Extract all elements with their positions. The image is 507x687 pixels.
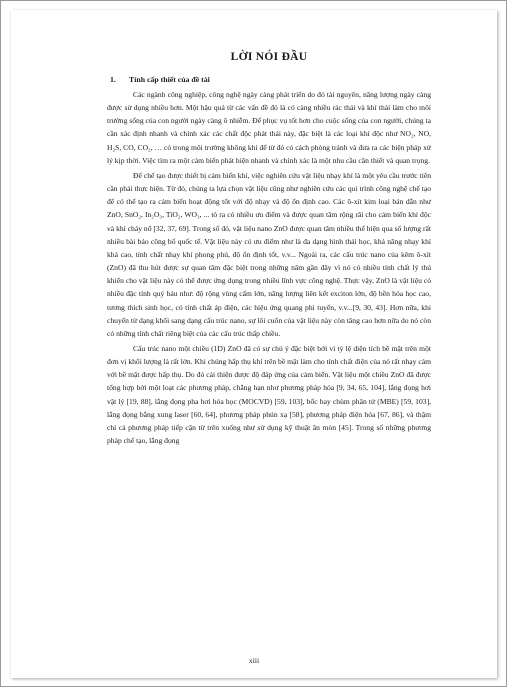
document-page — [11, 10, 497, 678]
paragraph-2: Để chế tạo được thiết bị cảm biến khí, việc nghiên cứu vật liệu nhạy khí là một yêu cầu trước tiên cần phải thực hiện. Từ đó, chúng ta lựa chọn vật liệu cũng như nghiên cứu các qui trình công nghệ chế tạo để có thể tạo ra cảm biến hoạt động tốt với độ nhạy và độ ổn định cao. Các ô-xít kim loại bán dẫn như ZnO, SnO₂, In₂O₃, TiO₂, WO₃, ... tỏ ra có nhiều ưu điểm và được quan tâm rộng rãi cho cảm biến khí độc và khí cháy nổ [32, 37, 69]. Trong số đó, vật liệu nano ZnO được quan tâm nhiều thể hiện qua số lượng rất nhiều bài báo công bố quốc tế. Vật liệu này có ưu điểm như là đa dạng hình thái học, khả năng nhạy khí khá cao, tính chất nhạy khí phong phú, độ ổn định tốt, v.v... Ngoài ra, các cấu trúc nano của kẽm ô-xít (ZnO) đã thu hút được sự quan tâm đặc biệt trong những năm gần đây vì nó có nhiều tính chất lý thú khiến cho vật liệu này có thể được ứng dụng trong nhiều lĩnh vực công nghệ. Thực vậy, ZnO là vật liệu có nhiều đặc tính quý báu như: độ rộng vùng cấm lớn, năng lượng liên kết exciton lớn, độ bền hóa học cao, tương thích sinh học, có tính chất áp điện, các hiệu ứng quang phi tuyến, v.v...[9, 30, 43]. Hơn nữa, khi chuyển từ dạng khối sang dạng cấu trúc nano, sự lôi cuốn của vật liệu này còn tăng cao hơn nữa do nó còn có những tính chất riêng biệt của các cấu trúc thấp chiều. — [107, 170, 431, 338]
paragraph-1: Các ngành công nghiệp, công nghệ ngày càng phát triển do đó tài nguyên, năng lượng ngày càng được sử dụng nhiều hơn. Một hậu quả từ các vấn đề đó là có càng nhiều rác thải và khí thải làm cho môi trường sống của con người ngày càng ô nhiễm. Để phục vụ tốt hơn cho cuộc sống của con người, chúng ta cần xác định nhanh và chính xác các chất độc phát thải này, đặc biệt là các loại khí độc như NO₂, NO, H₂S, CO, CO₂, … có trong môi trường không khí để từ đó có cách phòng tránh và đưa ra các biện pháp xử lý kịp thời. Việc tìm ra một cảm biến phát hiện nhanh và chính xác là một nhu cầu cần thiết và quan trọng. — [107, 90, 431, 165]
section-heading — [107, 73, 431, 86]
section-number: 1. — [110, 75, 116, 84]
page-title: LỜI NÓI ĐẦU — [230, 51, 308, 63]
page-content — [107, 50, 431, 449]
paragraph-3: Cấu trúc nano một chiều (1D) ZnO đã có sự chú ý đặc biệt bởi vì tỷ lệ diện tích bề mặt trên một đơn vị khối lượng là rất lớn. Khi chúng hấp thụ khí trên bề mặt làm cho tính chất điện của nó rất nhạy cảm với bề mặt được hấp thụ. Do đó cải thiện được độ đáp ứng của cảm biến. Vật liệu một chiều ZnO đã được tổng hợp bởi một loạt các phương pháp, chẳng hạn như phương pháp hóa [9, 34, 65, 104], lắng đọng hơi vật lý [19, 88], lắng đọng pha hơi hóa học (MOCVD) [59, 103], bốc bay chùm phân tử (MBE) [59, 103], lắng đọng bằng xung laser [60, 64], phương pháp phún xạ [58], phương pháp điện hóa [67, 86], và thậm chí cả phương pháp tiếp cận từ trên xuống như sử dụng kỹ thuật ăn mòn [45]. Trong số những phương pháp chế tạo, lắng đọng — [107, 343, 431, 446]
page-number: xiii — [248, 656, 260, 665]
section-heading-text: Tính cấp thiết của đề tài — [129, 75, 210, 84]
